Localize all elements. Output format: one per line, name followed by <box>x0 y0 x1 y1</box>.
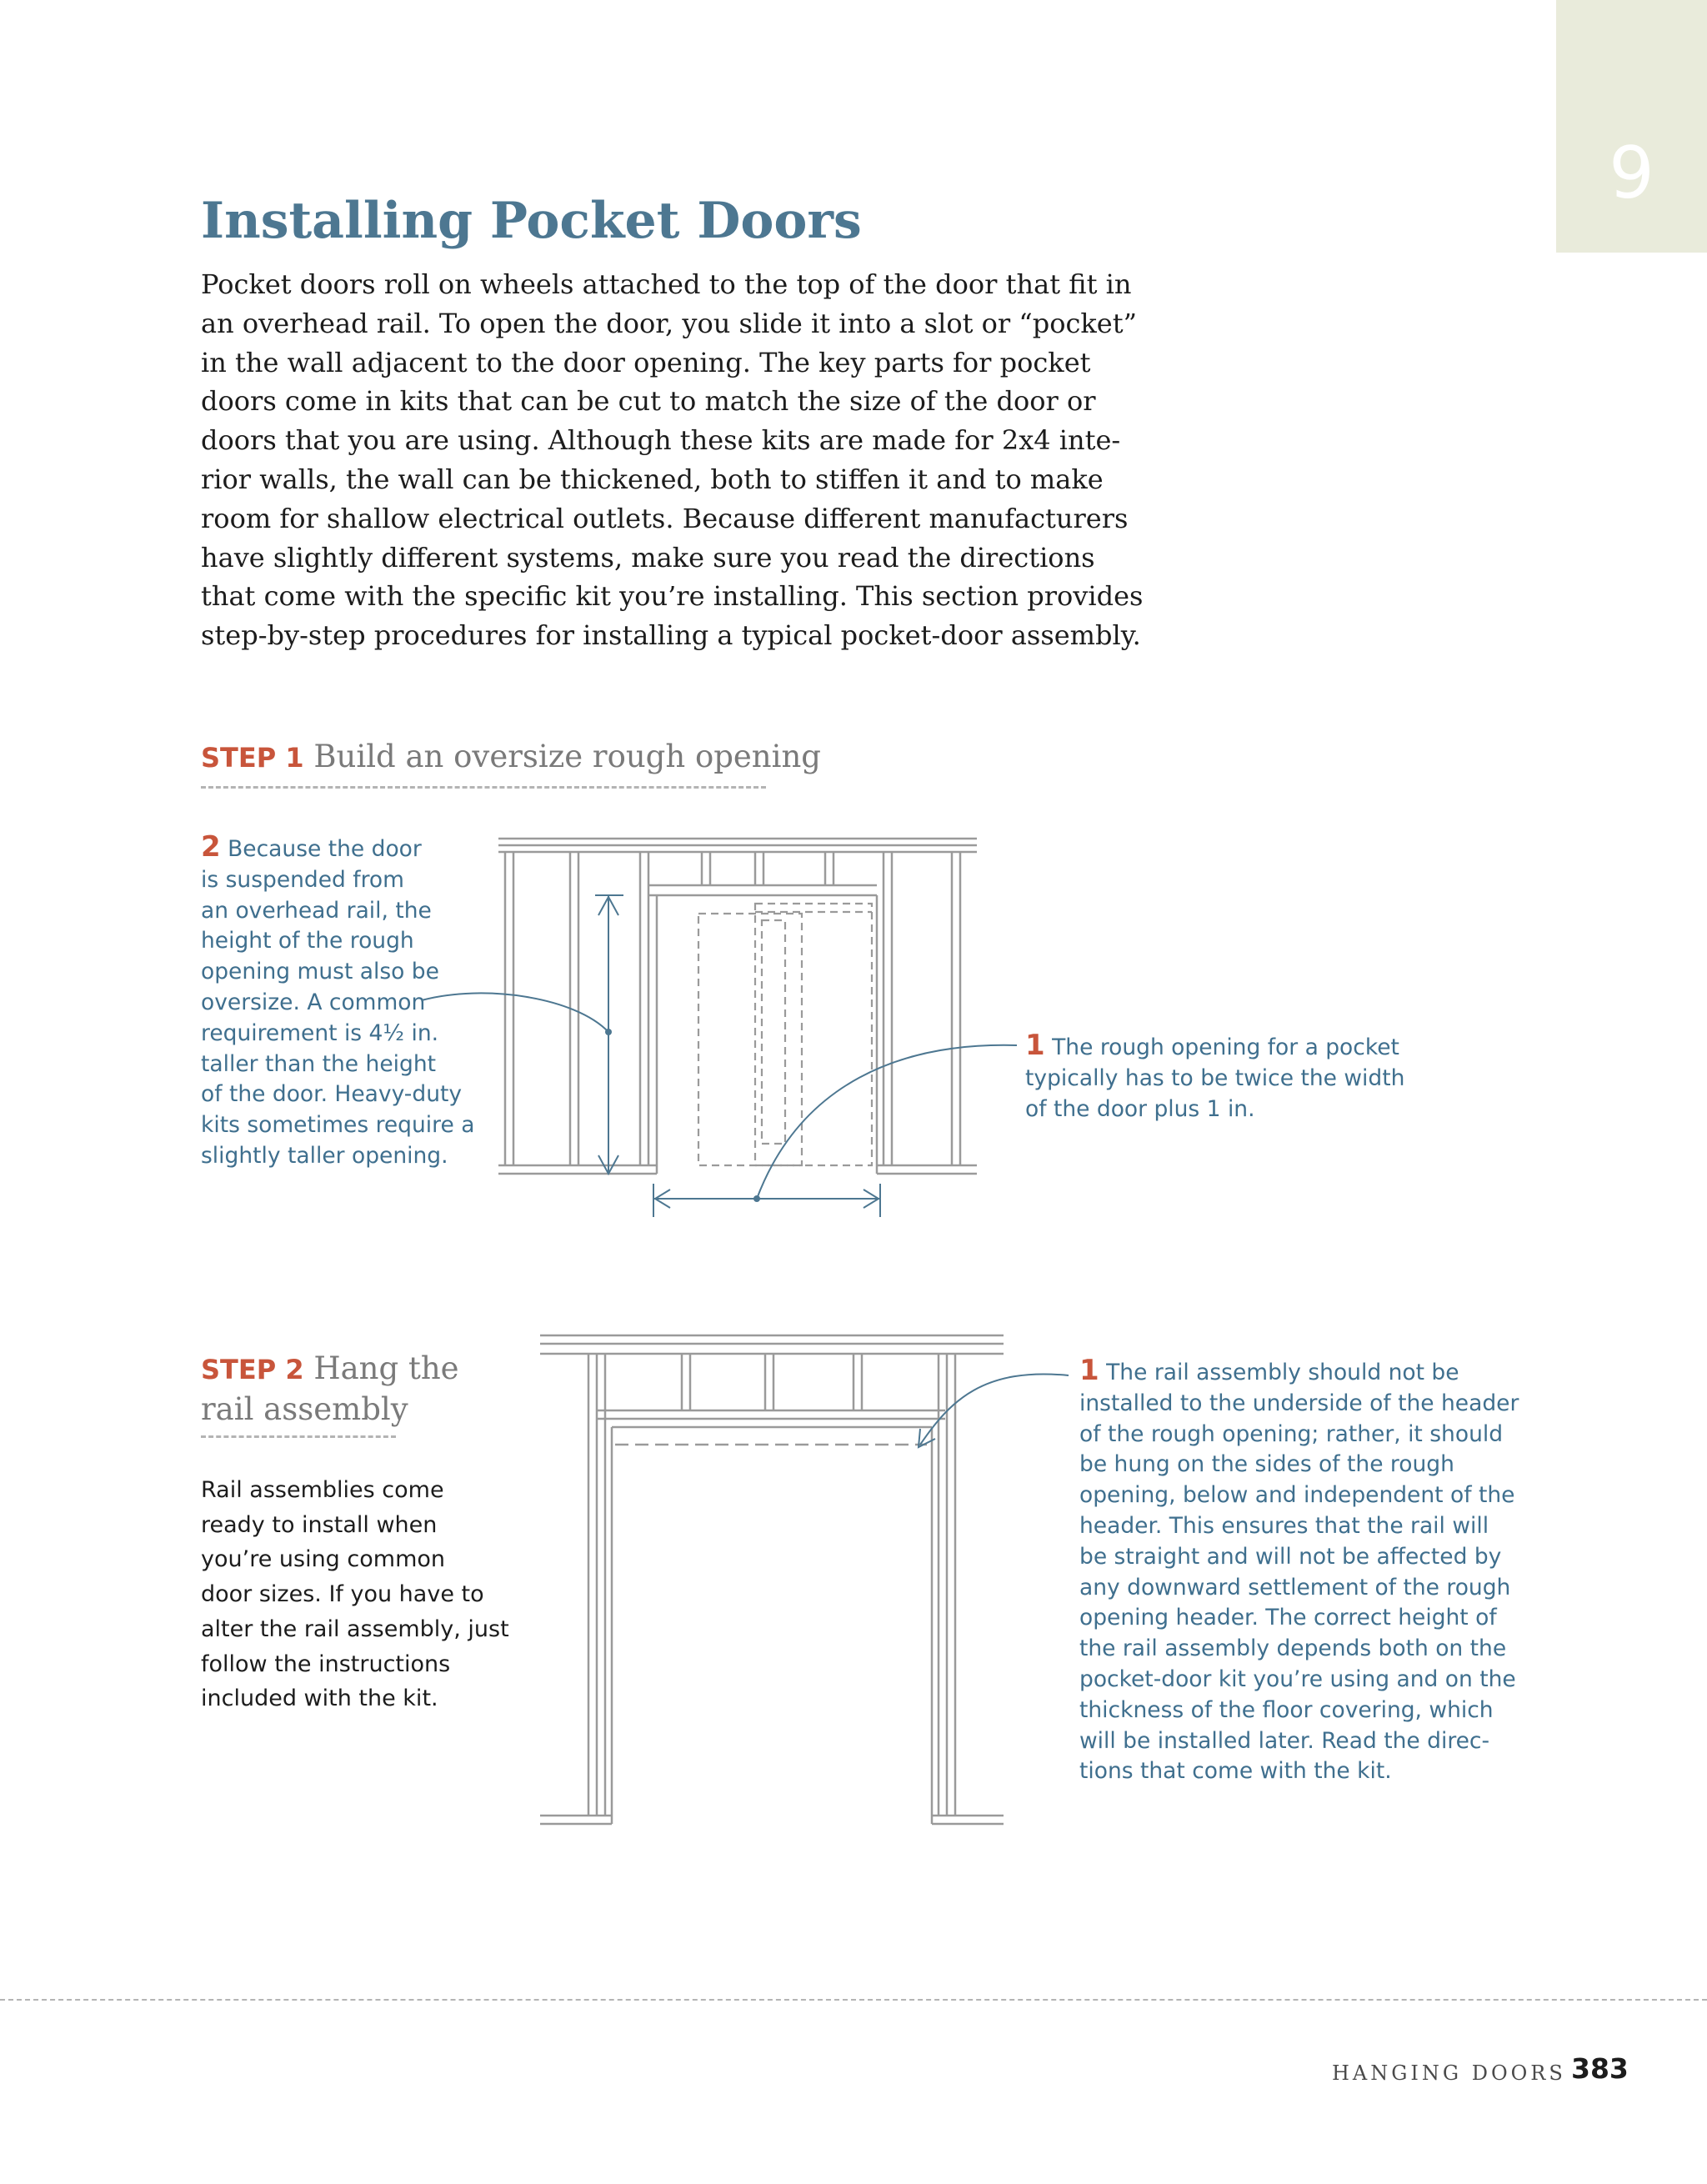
step2-title-line: rail assembly <box>201 1391 408 1427</box>
running-footer: HANGING DOORS <box>1332 2061 1566 2085</box>
body-line: ready to install when <box>201 1511 438 1538</box>
footer-rule <box>0 1999 1707 2001</box>
intro-line: rior walls, the wall can be thickened, both to stiffen it and to make <box>201 463 1104 495</box>
intro-line: doors that you are using. Although these kits are made for 2x4 inte- <box>201 424 1121 457</box>
callout-line: taller than the height <box>201 1050 437 1077</box>
callout-line: an overhead rail, the <box>201 897 432 924</box>
callout-line: opening header. The correct height of <box>1079 1605 1497 1631</box>
intro-line: Pocket doors roll on wheels attached to the top of the door that fit in <box>201 268 1132 300</box>
body-line: you’re using common <box>201 1546 446 1573</box>
callout-line: be straight and will not be affected by <box>1079 1543 1502 1570</box>
chapter-number: 9 <box>1609 132 1654 215</box>
intro-line: an overhead rail. To open the door, you slide it into a slot or “pocket” <box>201 307 1137 339</box>
callout-line: will be installed later. Read the direc- <box>1079 1727 1490 1754</box>
body-line: included with the kit. <box>201 1686 438 1712</box>
callout-line: requirement is 4½ in. <box>201 1019 439 1046</box>
callout-line: opening, below and independent of the <box>1079 1482 1515 1509</box>
callout-number: 1 <box>1025 1029 1045 1062</box>
body-line: alter the rail assembly, just <box>201 1615 509 1642</box>
step1-title: Build an oversize rough opening <box>313 739 821 774</box>
callout-line: height of the rough <box>201 928 414 954</box>
callout-line: slightly taller opening. <box>201 1142 448 1169</box>
callout-line: The rough opening for a pocket <box>1052 1034 1399 1060</box>
callout-line: oversize. A common <box>201 989 426 1015</box>
step2-title-line: Hang the <box>313 1350 459 1386</box>
callout-line: typically has to be twice the width <box>1025 1064 1405 1091</box>
callout-number: 1 <box>1079 1354 1099 1387</box>
callout-line: header. This ensures that the rail will <box>1079 1512 1489 1539</box>
intro-line: in the wall adjacent to the door opening. The key parts for pocket <box>201 346 1091 378</box>
callout-number: 2 <box>201 830 221 864</box>
callout-line: pocket-door kit you’re using and on the <box>1079 1666 1516 1692</box>
step2-label: STEP 2 <box>201 1354 304 1385</box>
callout-line: thickness of the floor covering, which <box>1079 1696 1494 1723</box>
page-number: 383 <box>1571 2052 1629 2085</box>
callout-line: kits sometimes require a <box>201 1112 475 1139</box>
callout-line: installed to the underside of the header <box>1079 1390 1519 1416</box>
intro-line: doors come in kits that can be cut to match the size of the door or <box>201 385 1096 418</box>
callout-line: the rail assembly depends both on the <box>1079 1635 1507 1662</box>
callout-line: any downward settlement of the rough <box>1079 1574 1511 1600</box>
callout-line: opening must also be <box>201 959 439 985</box>
body-line: Rail assemblies come <box>201 1477 444 1503</box>
body-line: follow the instructions <box>201 1651 451 1677</box>
intro-line: step-by-step procedures for installing a typical pocket-door assembly. <box>201 619 1141 652</box>
intro-line: have slightly different systems, make sure you read the directions <box>201 541 1095 574</box>
callout-line: of the rough opening; rather, it should <box>1079 1420 1504 1447</box>
callout-line: Because the door <box>228 836 422 862</box>
callout-line: tions that come with the kit. <box>1079 1758 1392 1785</box>
page-title: Installing Pocket Doors <box>201 192 862 250</box>
callout-line: be hung on the sides of the rough <box>1079 1451 1454 1478</box>
step1-label: STEP 1 <box>201 742 304 774</box>
callout-line: of the door plus 1 in. <box>1025 1095 1255 1122</box>
callout-line: is suspended from <box>201 866 404 893</box>
body-line: door sizes. If you have to <box>201 1581 484 1608</box>
intro-line: that come with the specific kit you’re installing. This section provides <box>201 580 1144 613</box>
callout-line: of the door. Heavy-duty <box>201 1081 463 1108</box>
callout-line: The rail assembly should not be <box>1106 1360 1459 1385</box>
intro-line: room for shallow electrical outlets. Because different manufacturers <box>201 502 1129 534</box>
